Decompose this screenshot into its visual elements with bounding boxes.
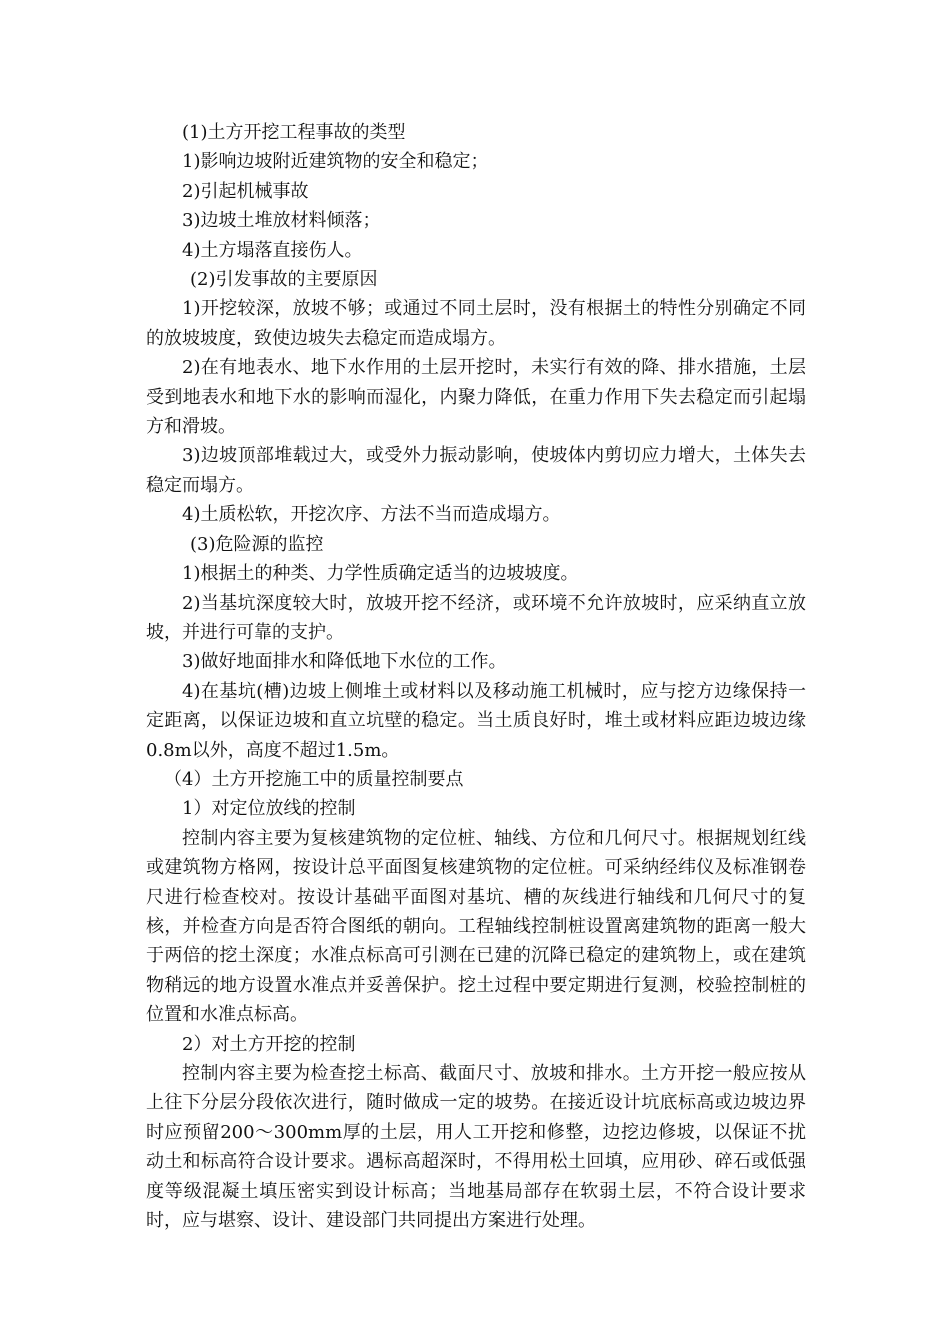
document-body bbox=[146, 118, 806, 1235]
list-item: 4)土方塌落直接伤人。 bbox=[182, 239, 363, 261]
list-item: 2)当基坑深度较大时，放坡开挖不经济，或环境不允许放坡时，应采纳直立放坡，并进行可靠的支护。 bbox=[146, 592, 806, 643]
heading-accident-types: (1)土方开挖工程事故的类型 bbox=[182, 122, 406, 143]
list-item: 1)开挖较深，放坡不够；或通过不同土层时，没有根据土的特性分别确定不同的放坡坡度，致使边坡失去稳定而造成塌方。 bbox=[146, 298, 806, 349]
heading-hazard-monitoring: (3)危险源的监控 bbox=[190, 533, 324, 555]
list-item: 3)边坡顶部堆载过大，或受外力振动影响，使坡体内剪切应力增大，土体失去稳定而塌方。 bbox=[146, 445, 806, 496]
list-item: 2)引起机械事故 bbox=[182, 180, 309, 202]
list-item: 4)土质松软，开挖次序、方法不当而造成塌方。 bbox=[182, 504, 561, 526]
list-item: 1)根据土的种类、力学性质确定适当的边坡坡度。 bbox=[182, 563, 579, 585]
list-item: 4)在基坑(槽)边坡上侧堆土或材料以及移动施工机械时，应与挖方边缘保持一定距离，以保证边坡和直立坑壁的稳定。当土质良好时，堆土或材料应距边坡边缘0.8m以外，高度不超过1.5m。 bbox=[146, 680, 806, 761]
list-item: 3)边坡土堆放材料倾落； bbox=[182, 210, 381, 232]
subheading-excavation-control: 2）对土方开挖的控制 bbox=[182, 1033, 356, 1055]
list-item: 2)在有地表水、地下水作用的土层开挖时，未实行有效的降、排水措施，土层受到地表水和地下水的影响而湿化，内聚力降低，在重力作用下失去稳定而引起塌方和滑坡。 bbox=[146, 357, 806, 438]
list-item: 1)影响边坡附近建筑物的安全和稳定； bbox=[182, 151, 489, 173]
heading-main-causes: (2)引发事故的主要原因 bbox=[190, 269, 378, 291]
list-item: 3)做好地面排水和降低地下水位的工作。 bbox=[182, 651, 507, 673]
subheading-positioning-control: 1）对定位放线的控制 bbox=[182, 798, 356, 820]
body-paragraph: 控制内容主要为复核建筑物的定位桩、轴线、方位和几何尺寸。根据规划红线或建筑物方格网，按设计总平面图复核建筑物的定位桩。可采纳经纬仪及标准钢卷尺进行检查校对。按设计基础平面图对基坑、槽的灰线进行轴线和几何尺寸的复核，并检查方向是否符合图纸的朝向。工程轴线控制桩设置离建筑物的距离一般大于两倍的挖土深度；水准点标高可引测在已建的沉降已稳定的建筑物上，或在建筑物稍远的地方设置水准点并妥善保护。挖土过程中要定期进行复测，校验控制桩的位置和水准点标高。 bbox=[146, 827, 806, 1026]
body-paragraph: 控制内容主要为检查挖土标高、截面尺寸、放坡和排水。土方开挖一般应按从上往下分层分段依次进行，随时做成一定的坡势。在接近设计坑底标高或边坡边界时应预留200～300mm厚的土层，用人工开挖和修整，边挖边修坡，以保证不扰动土和标高符合设计要求。遇标高超深时，不得用松土回填，应用砂、碎石或低强度等级混凝土填压密实到设计标高；当地基局部存在软弱土层，不符合设计要求时，应与堪察、设计、建设部门共同提出方案进行处理。 bbox=[146, 1063, 806, 1232]
heading-quality-control: （4）土方开挖施工中的质量控制要点 bbox=[164, 768, 464, 790]
